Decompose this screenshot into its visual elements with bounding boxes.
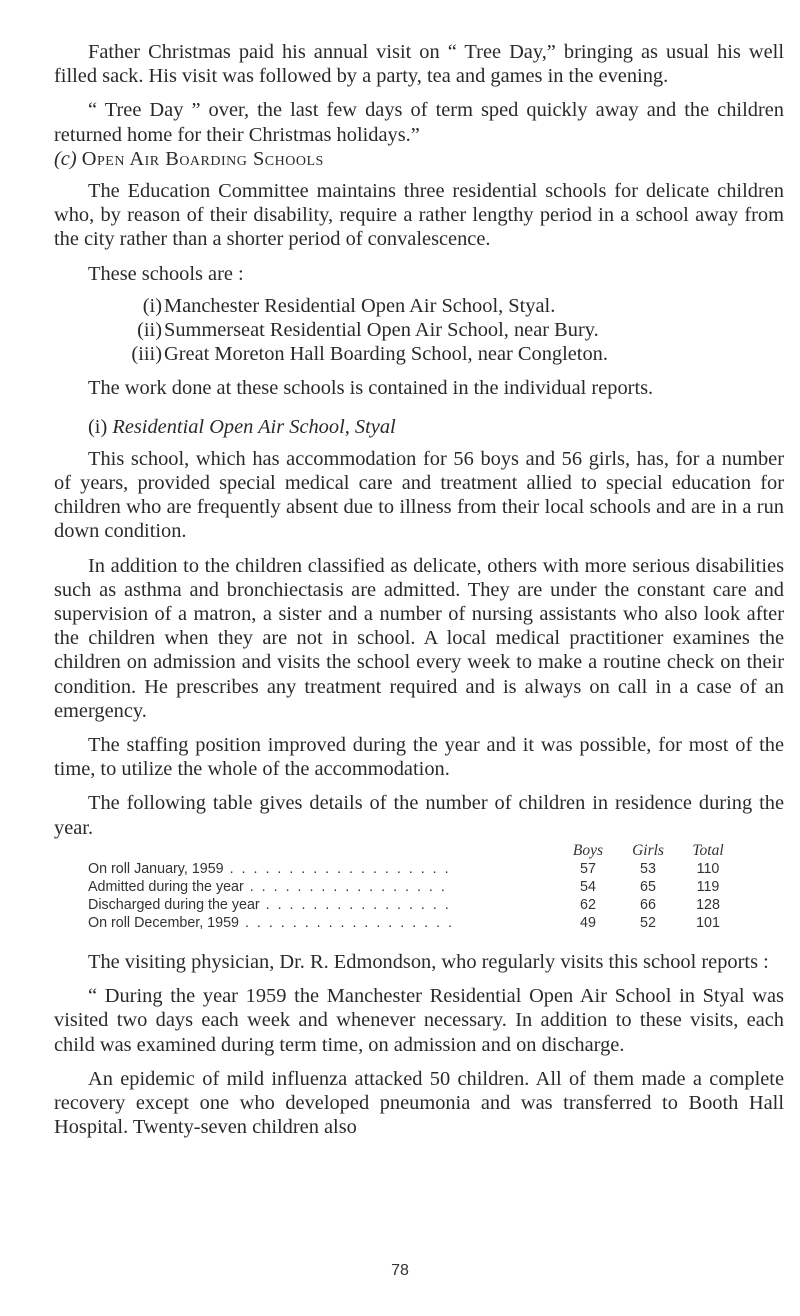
paragraph-father-christmas: Father Christmas paid his annual visit on “ Tree Day,” bringing as usual his well filled sack. His visit was followed by a party, tea and games in the evening.	[54, 41, 784, 88]
row-label: On roll January, 1959	[88, 860, 224, 877]
page-number: 78	[391, 1262, 409, 1279]
table-row	[88, 878, 738, 896]
paragraph-physician-report: “ During the year 1959 the Manchester Residential Open Air School in Styal was visited two days each week and whenever necessary. In addition to these visits, each child was examined during term time, on admission and on discharge.	[54, 985, 784, 1056]
cell-total: 110	[696, 860, 720, 877]
column-header-boys: Boys	[572, 841, 604, 859]
subsection-heading-i	[54, 415, 784, 439]
paragraph-work-done: The work done at these schools is contained in the individual reports.	[88, 377, 654, 400]
column-header-total: Total	[692, 841, 724, 859]
table-row	[88, 914, 738, 932]
cell-girls: 53	[640, 860, 656, 877]
paragraph-tree-day: “ Tree Day ” over, the last few days of term sped quickly away and the children returned home for their Christmas holidays.”	[54, 99, 784, 146]
list-item	[54, 342, 784, 366]
paragraph-schools-are: These schools are :	[88, 262, 244, 285]
list-item-text: Manchester Residential Open Air School, Styal.	[164, 294, 556, 317]
cell-boys: 49	[580, 914, 596, 931]
section-c-label: (c)	[54, 147, 77, 170]
list-item-number: (ii)	[137, 319, 162, 342]
cell-boys: 62	[580, 896, 596, 913]
subsection-i-label: (i)	[88, 415, 108, 438]
paragraph-accommodation: This school, which has accommodation for 56 boys and 56 girls, has, for a number of years, provided special medical care and treatment allied to special education for children who are frequently absent due to illness from their local schools and are in a run down condition.	[54, 447, 784, 543]
table-header-row	[88, 842, 738, 860]
table-row	[88, 896, 738, 914]
list-item-number: (iii)	[131, 343, 162, 366]
subsection-i-title: Residential Open Air School, Styal	[112, 415, 396, 438]
section-c-title: Open Air Boarding Schools	[81, 147, 324, 170]
row-label: Discharged during the year	[88, 896, 260, 913]
list-item	[54, 318, 784, 342]
cell-boys: 54	[580, 878, 596, 895]
cell-total: 119	[696, 878, 720, 895]
paragraph-education-committee: The Education Committee maintains three residential schools for delicate children who, by reason of their disability, require a rather lengthy period in a school away from the city rather than a shorter period of convalescence.	[54, 180, 784, 251]
cell-girls: 65	[640, 878, 656, 895]
list-item-text: Summerseat Residential Open Air School, near Bury.	[164, 319, 599, 342]
list-item-number: (i)	[142, 294, 162, 317]
row-label: Admitted during the year	[88, 878, 244, 895]
column-header-girls: Girls	[632, 841, 664, 859]
paragraph-table-intro: The following table gives details of the number of children in residence during the year.	[54, 792, 784, 839]
residence-table	[88, 842, 738, 932]
section-heading-c	[54, 147, 784, 171]
cell-total: 101	[696, 914, 720, 931]
table-row	[88, 860, 738, 878]
paragraph-staffing: The staffing position improved during the year and it was possible, for most of the time, to utilize the whole of the accommodation.	[54, 734, 784, 781]
paragraph-visiting-physician: The visiting physician, Dr. R. Edmondson, who regularly visits this school reports :	[88, 950, 769, 973]
list-item	[54, 294, 784, 318]
cell-boys: 57	[580, 860, 596, 877]
row-leader-dots: . . . . . . . . . . . . . . . . . . .	[223, 860, 451, 877]
row-label: On roll December, 1959	[88, 914, 239, 931]
cell-girls: 52	[640, 914, 656, 931]
row-leader-dots: . . . . . . . . . . . . . . . . .	[243, 878, 447, 895]
paragraph-influenza: An epidemic of mild influenza attacked 50 children. All of them made a complete recovery except one who developed pneumonia and was transferred to Booth Hall Hospital. Twenty-seven children also	[54, 1067, 784, 1139]
row-leader-dots: . . . . . . . . . . . . . . . .	[259, 896, 451, 913]
paragraph-disabilities: In addition to the children classified as delicate, others with more serious disabilities such as asthma and bronchiectasis are admitted. They are under the constant care and supervision of a matron, a sister and a number of nursing assistants who also look after the children when they are not in school. A local medical practitioner examines the children on admission and visits the school every week to make a routine check on their condition. He prescribes any treatment required and is always on call in a case of an emergency.	[54, 554, 784, 722]
cell-girls: 66	[640, 896, 656, 913]
list-item-text: Great Moreton Hall Boarding School, near Congleton.	[164, 343, 608, 366]
cell-total: 128	[696, 896, 720, 913]
row-leader-dots: . . . . . . . . . . . . . . . . . .	[239, 914, 454, 931]
schools-list	[54, 294, 784, 367]
document-page	[54, 40, 784, 1139]
